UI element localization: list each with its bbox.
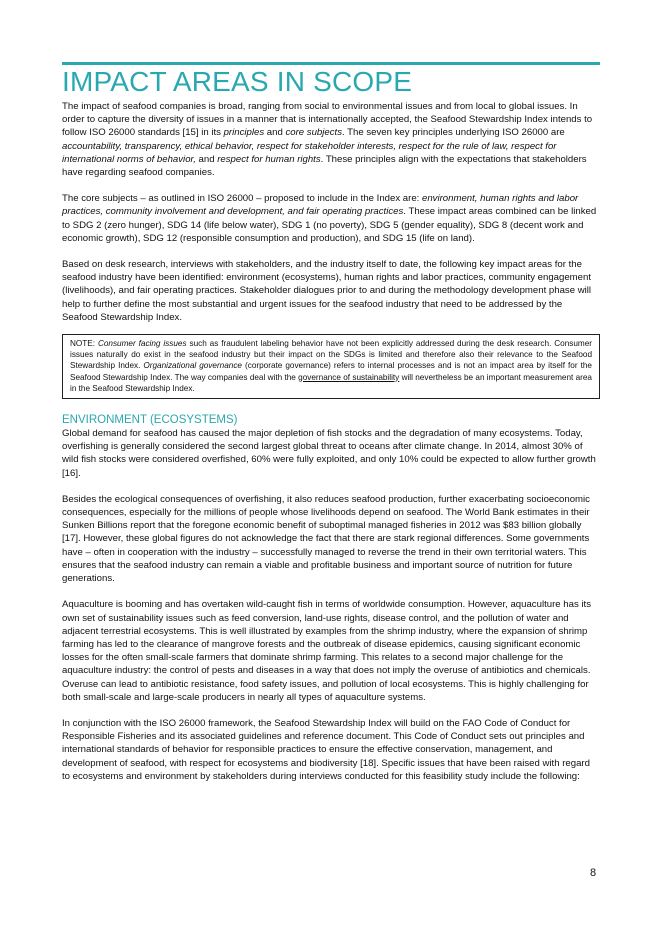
page-title: IMPACT AREAS IN SCOPE [62, 66, 413, 97]
intro-paragraph-1: The impact of seafood companies is broad, ranging from social to environmental issues and from local to global issues. In order to capture the diversity of issues in a manner that is internationally accepted, the Seafood Stewardship Index intends to follow ISO 26000 standards [15] in its principles and core subjects. The seven key principles underlying ISO 26000 are accountability, transparency, ethical behavior, respect for stakeholder interests, respect for the rule of law, respect for international norms of behavior, and respect for human rights. These principles align with the expectations that stakeholders have regarding seafood companies. [62, 101, 593, 179]
note-box [62, 334, 600, 399]
environment-paragraph-3: Aquaculture is booming and has overtaken wild-caught fish in terms of worldwide consumption. However, aquaculture has its own set of sustainability issues such as feed conversion, land-use rights, disease control, and the pollution of water and adjacent terrestrial ecosystems. This is well illustrated by examples from the shrimp industry, where the expansion of shrimp farming has led to the clearance of mangrove forests and the outbreak of disease epidemics, causing significant economic losses for the often small-scale farmers that dominate shrimp farming. This relates to a second major challenge for the aquaculture industry: the control of pests and diseases in a way that does not imply the overuse of antibiotics and chemicals. Overuse can lead to antibiotic resistance, food safety issues, and pollution of local ecosystems. This is highly challenging for both small-scale and large-scale producers in nearly all types of aquaculture systems. [62, 599, 592, 703]
environment-paragraph-4: In conjunction with the ISO 26000 framework, the Seafood Stewardship Index will build on the FAO Code of Conduct for Responsible Fisheries and its associated guidelines and reference document. This Code of Conduct sets out principles and international standards of behavior for responsible practices to ensure the effective conservation, management, and development of seafood, with respect for ecosystems and biodiversity [18]. Specific issues that have been raised with regard to ecosystems and environment by stakeholders during interviews conducted for this feasibility study include the following: [62, 717, 590, 782]
title-rule [62, 62, 600, 65]
intro-paragraph-2: The core subjects – as outlined in ISO 26000 – proposed to include in the Index are: environment, human rights and labor practices, community involvement and development, and fair operating practices. These impact areas combined can be linked to SDG 2 (zero hunger), SDG 14 (life below water), SDG 1 (no poverty), SDG 5 (gender equality), SDG 8 (decent work and economic growth), SDG 12 (responsible consumption and production), and SDG 15 (life on land). [62, 193, 597, 244]
page-number: 8 [590, 867, 597, 879]
environment-paragraph-1: Global demand for seafood has caused the major depletion of fish stocks and the degradation of many ecosystems. Today, overfishing is generally considered the second largest global threat to oceans after climate change. In 2014, almost 30% of wild fish stocks were considered overfished, 60% were fully exploited, and only 10% could be expected to allow further growth [16]. [62, 428, 596, 479]
environment-paragraph-2: Besides the ecological consequences of overfishing, it also reduces seafood production, further exacerbating socioeconomic consequences, especially for the millions of people whose livelihoods depend on seafood. The World Bank estimates in their Sunken Billions report that the foregone economic benefit of suboptimal managed fisheries in 2012 was $83 billion globally [17]. However, these global figures do not acknowledge the fact that there are stark regional differences. Some governments have – often in cooperation with the industry – successfully managed to reverse the trend in their own territorial waters. This ensures that the seafood industry can remain a viable and profitable business and important source of nutrition for future generations. [62, 493, 590, 585]
intro-paragraph-3: Based on desk research, interviews with stakeholders, and the industry itself to date, the following key impact areas for the seafood industry have been identified: environment (ecosystems), human rights and labor practices, community engagement (livelihoods), and fair operating practices. Stakeholder dialogues prior to and during the methodology development phase will help to further define the most substantial and urgent issues for the seafood industry that need to be addressed by the Seafood Stewardship Index. [62, 259, 592, 323]
governance-link-text: governance of sustainability [298, 372, 400, 382]
page-content [62, 62, 600, 783]
section-heading-environment: ENVIRONMENT (ECOSYSTEMS) [62, 414, 238, 427]
note-text: NOTE: Consumer facing issues such as fraudulent labeling behavior have not been explicitly addressed during the desk research. Consumer issues naturally do exist in the seafood industry but their impact on the SDGs is limited and therefore also their relevance to the Seafood Stewardship Index. Organizational governance (corporate governance) refers to internal processes and is not an impact area by itself for the Seafood Stewardship Index. The way companies deal with the governance of sustainability will nevertheless be an important measurement area in the Seafood Stewardship Index. [70, 339, 593, 393]
